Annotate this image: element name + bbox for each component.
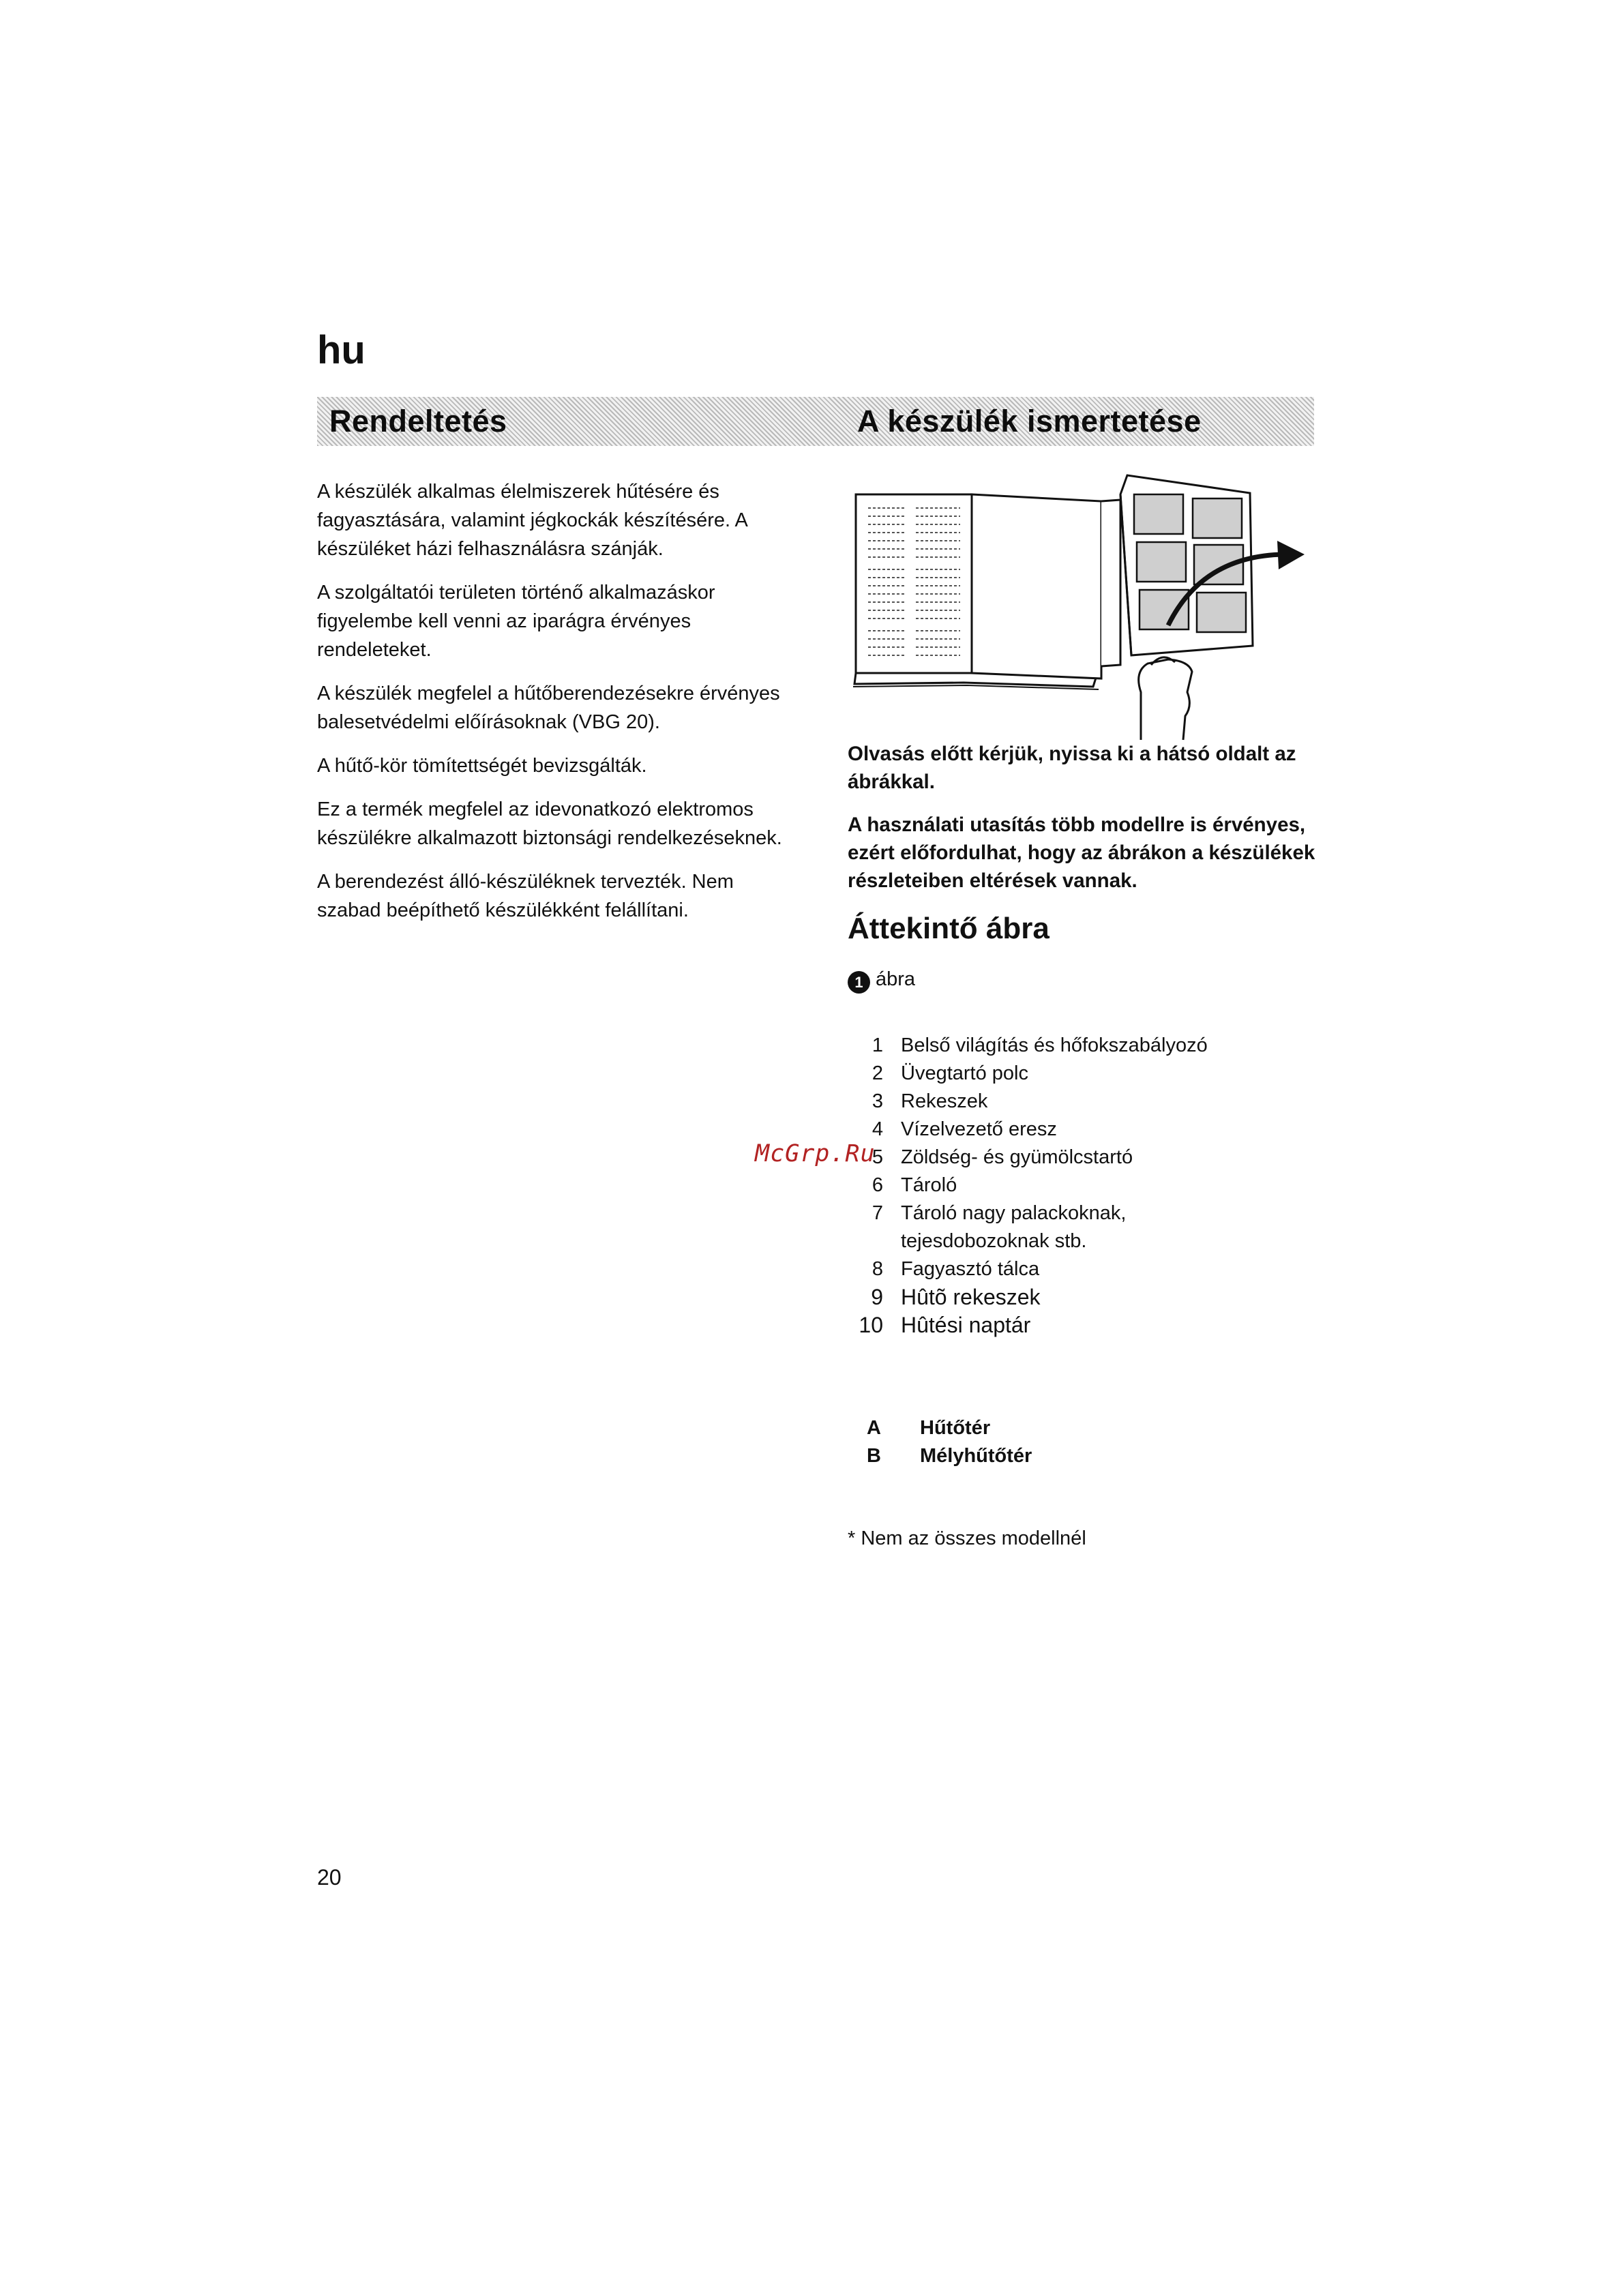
list-item: 5 Zöldség- és gyümölcstartó [872,1146,1133,1168]
language-code: hu [317,328,366,372]
list-item: 8 Fagyasztó tálca [872,1258,1040,1280]
paragraph: A berendezést álló-készüléknek tervezték. Nem szabad beépíthető készülékként felállítani. [317,871,734,921]
paragraph: A készülék megfelel a hűtőberendezésekre érvényes balesetvédelmi előírásoknak (VBG 20). [317,683,780,733]
watermark: McGrp.Ru [755,1140,876,1167]
paragraph: A készülék alkalmas élelmiszerek hűtésére és fagyasztására, valamint jégkockák készítésére. A készüléket házi felhasználásra szánják. [317,481,747,560]
list-item: 7 Tároló nagy palackoknak, tejesdobozoknak stb. [872,1202,1127,1252]
area-list [848,1414,1318,1470]
list-item: B Mélyhűtőtér [867,1445,1032,1467]
numbered-parts-list [848,1032,1318,1339]
list-item: 4 Vízelvezető eresz [872,1118,1057,1140]
list-item: A Hűtőtér [867,1417,991,1439]
footnote: * Nem az összes modellnél [848,1527,1086,1549]
list-item: 9 Hûtõ rekeszek [871,1285,1041,1309]
list-item: 3 Rekeszek [872,1090,988,1112]
note-open-foldout: Olvasás előtt kérjük, nyissa ki a hátsó oldalt az ábrákkal. [848,743,1296,793]
figure-reference [848,966,1318,994]
paragraph: A szolgáltatói területen történő alkalmazáskor figyelembe kell venni az iparágra érvényes rendeleteket. [317,582,715,661]
overview-heading: Áttekintő ábra [848,912,1049,945]
page-number: 20 [317,1865,342,1890]
list-item: 2 Üvegtartó polc [872,1062,1028,1084]
figure-number-badge: 1 [848,971,870,994]
left-column [317,477,794,940]
list-item: 10 Hûtési naptár [859,1313,1031,1337]
right-column [848,740,1318,1552]
heading-rendeltetes: Rendeltetés [329,404,507,438]
heading-keszulek-ismertetese: A készülék ismertetése [857,404,1202,438]
list-item: 6 Tároló [872,1174,957,1196]
open-foldout-illustration [848,467,1311,747]
section-header-band [317,397,1314,446]
paragraph: A hűtő-kör tömítettségét bevizsgálták. [317,755,647,777]
list-item: 1 Belső világítás és hőfokszabályozó [872,1034,1208,1056]
note-multiple-models: A használati utasítás több modellre is érvényes, ezért előfordulhat, hogy az ábrákon a készülékek részleteiben eltérések vannak. [848,814,1315,892]
paragraph: Ez a termék megfelel az idevonatkozó elektromos készülékre alkalmazott biztonsági rendelkezéseknek. [317,799,782,849]
figure-label: ábra [876,968,916,990]
